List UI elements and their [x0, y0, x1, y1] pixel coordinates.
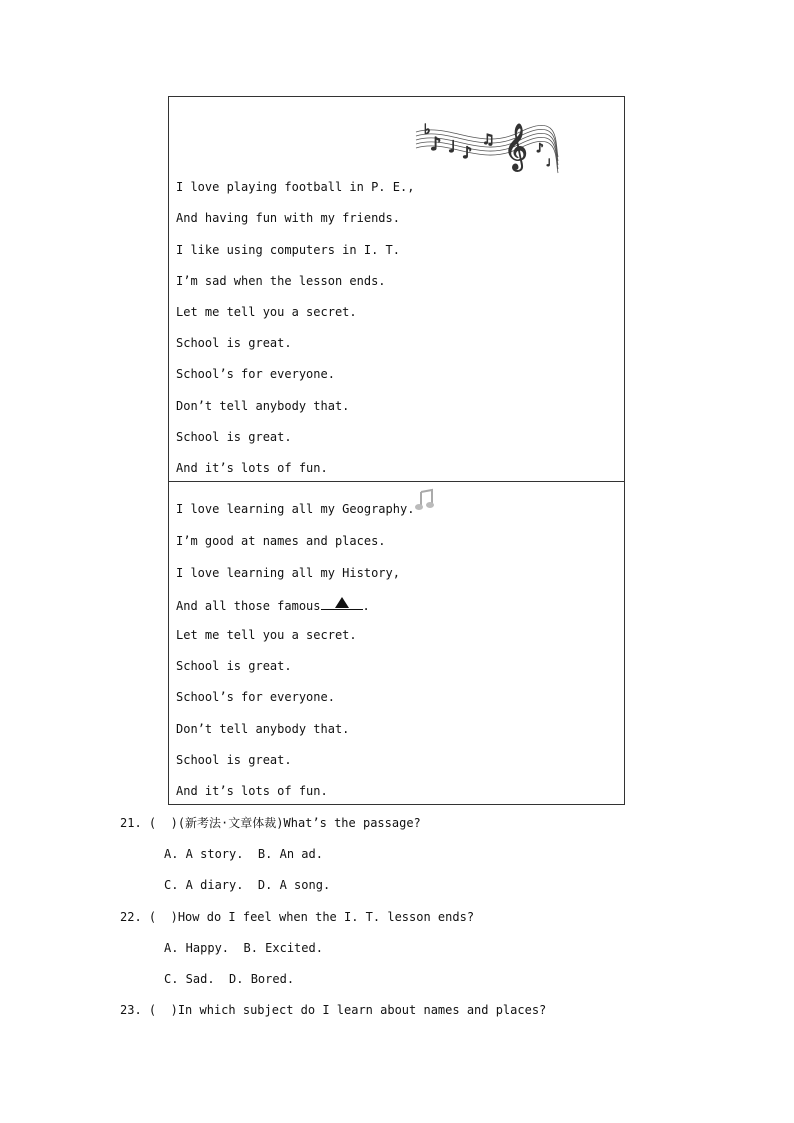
verse1-line: And having fun with my friends.	[176, 211, 400, 225]
svg-text:♪: ♪	[430, 134, 442, 155]
verse1-line: School is great.	[176, 430, 292, 444]
question-number: 21.	[120, 816, 142, 830]
question-22	[120, 910, 474, 924]
verse1-line: And it’s lots of fun.	[176, 461, 328, 475]
verse1-line: School’s for everyone.	[176, 367, 335, 381]
verse1-line: I’m sad when the lesson ends.	[176, 274, 386, 288]
verse2-line: School is great.	[176, 753, 292, 767]
verse2-line: School’s for everyone.	[176, 690, 335, 704]
verse2-line-end: .	[362, 599, 370, 613]
verse2-line: Don’t tell anybody that.	[176, 722, 350, 736]
question-text: In which subject do I learn about names and places?	[177, 1003, 547, 1017]
verse2-line: I love learning all my History,	[176, 566, 400, 580]
svg-text:♪: ♪	[462, 143, 473, 162]
verse1-line: Let me tell you a secret.	[176, 305, 357, 319]
svg-text:♩: ♩	[448, 137, 456, 156]
question-text: (新考法·文章体裁)What’s the passage?	[177, 816, 421, 830]
question-number: 23.	[120, 1003, 142, 1017]
verse2-line-with-blank	[176, 597, 370, 613]
answer-blank[interactable]	[321, 597, 363, 610]
question-21-options-row2: C. A diary. D. A song.	[164, 878, 331, 892]
question-21-options-row1: A. A story. B. An ad.	[164, 847, 323, 861]
question-23	[120, 1003, 546, 1017]
verse1-line: I like using computers in I. T.	[176, 243, 400, 257]
answer-paren[interactable]: ( )	[148, 816, 178, 830]
question-number: 22.	[120, 910, 142, 924]
svg-text:♫: ♫	[482, 132, 495, 148]
music-note-icon	[414, 488, 436, 512]
triangle-marker-icon	[335, 597, 349, 608]
answer-paren[interactable]: ( )	[148, 1003, 178, 1017]
question-22-options-row2: C. Sad. D. Bored.	[164, 972, 295, 986]
question-text: How do I feel when the I. T. lesson ends?	[177, 910, 475, 924]
verse1-line: Don’t tell anybody that.	[176, 399, 350, 413]
question-22-options-row1: A. Happy. B. Excited.	[164, 941, 323, 955]
svg-text:♪: ♪	[536, 141, 544, 155]
verse1-line: I love playing football in P. E.,	[176, 180, 415, 194]
verse2-line: School is great.	[176, 659, 292, 673]
question-21	[120, 816, 421, 830]
verse2-line: And it’s lots of fun.	[176, 784, 328, 798]
svg-text:♭: ♭	[424, 122, 431, 138]
svg-text:𝄞: 𝄞	[504, 124, 528, 170]
answer-paren[interactable]: ( )	[148, 910, 178, 924]
svg-text:♩: ♩	[546, 158, 551, 169]
verse2-line: I love learning all my Geography.	[176, 502, 415, 516]
music-notes-icon	[410, 112, 565, 177]
verse2-line: I’m good at names and places.	[176, 534, 386, 548]
verse1-line: School is great.	[176, 336, 292, 350]
verse2-line-start: And all those famous	[176, 599, 321, 613]
verse2-line: Let me tell you a secret.	[176, 628, 357, 642]
